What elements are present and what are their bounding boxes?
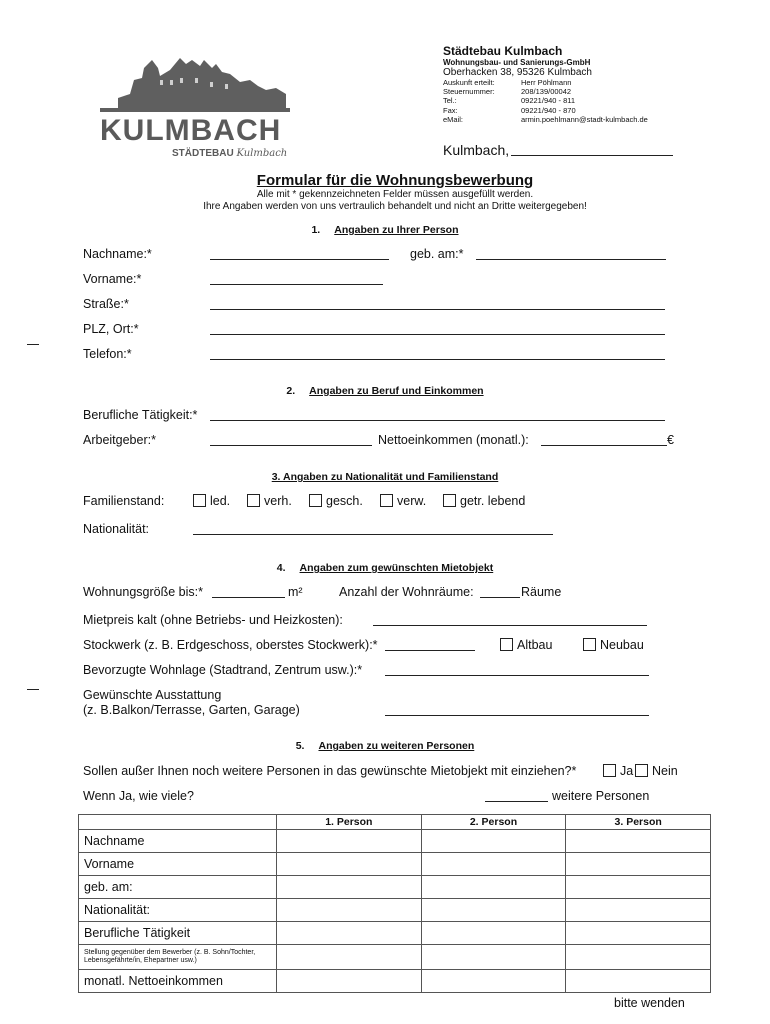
option-nein[interactable]: [635, 764, 678, 778]
checkbox[interactable]: [443, 494, 456, 507]
geb-field[interactable]: [476, 259, 666, 260]
contact-label: Fax:: [443, 105, 458, 115]
nationalitaet-field[interactable]: [193, 534, 553, 535]
option-label: Neubau: [600, 638, 644, 652]
date-field[interactable]: [511, 155, 673, 156]
place-label: Kulmbach,: [443, 142, 510, 158]
table-cell[interactable]: [566, 830, 711, 853]
stockwerk-field[interactable]: [385, 650, 475, 651]
table-corner: [79, 815, 277, 830]
label-weitere-personen: Sollen außer Ihnen noch weitere Personen in das gewünschte Mietobjekt mit einziehen?*: [83, 764, 577, 778]
raeume-field[interactable]: [480, 597, 520, 598]
table-cell[interactable]: [277, 970, 422, 993]
table-cell[interactable]: [421, 922, 566, 945]
option-label: Altbau: [517, 638, 553, 652]
row-label: Vorname: [79, 853, 277, 876]
table-row: [79, 876, 711, 899]
table-cell[interactable]: [566, 876, 711, 899]
section-number: 4.: [276, 562, 286, 574]
contact-label: Steuernummer:: [443, 87, 495, 97]
unit-raeume: Räume: [521, 585, 562, 599]
table-row: [79, 945, 711, 970]
contact-email: armin.poehlmann@stadt-kulmbach.de: [521, 114, 648, 124]
label-stockwerk: Stockwerk (z. B. Erdgeschoss, oberstes Stockwerk):*: [83, 638, 378, 652]
label-ausstattung-hint: (z. B.Balkon/Terrasse, Garten, Garage): [83, 703, 300, 717]
table-row: [79, 853, 711, 876]
option-label: verw.: [397, 494, 427, 508]
groesse-field[interactable]: [212, 597, 285, 598]
label-groesse: Wohnungsgröße bis:*: [83, 585, 203, 599]
contact-value: Herr Pöhlmann: [521, 78, 572, 87]
ausstattung-field[interactable]: [385, 715, 649, 716]
contact-label: Tel.:: [443, 96, 457, 106]
table-cell[interactable]: [277, 922, 422, 945]
table-cell[interactable]: [277, 853, 422, 876]
section-4-heading: [0, 562, 770, 574]
option-geschieden[interactable]: [309, 494, 363, 508]
option-label: verh.: [264, 494, 292, 508]
option-ledig[interactable]: [193, 494, 230, 508]
row-label: Berufliche Tätigkeit: [79, 922, 277, 945]
label-vorname: Vorname:*: [83, 272, 142, 286]
contact-values: [521, 78, 648, 124]
table-row: [79, 970, 711, 993]
section-title: Angaben zu weiteren Personen: [318, 740, 475, 752]
telefon-field[interactable]: [210, 359, 665, 360]
label-wohnlage: Bevorzugte Wohnlage (Stadtrand, Zentrum usw.):*: [83, 663, 363, 677]
checkbox[interactable]: [583, 638, 596, 651]
option-altbau[interactable]: [500, 638, 552, 652]
logo-wordmark: KULMBACH: [100, 114, 282, 147]
label-geb: geb. am:*: [410, 247, 464, 261]
label-ausstattung: Gewünschte Ausstattung: [83, 688, 222, 702]
table-cell[interactable]: [421, 945, 566, 970]
nachname-field[interactable]: [210, 259, 389, 260]
unit-m2: m²: [288, 585, 303, 599]
section-number: 1.: [311, 224, 321, 236]
label-mietpreis: Mietpreis kalt (ohne Betriebs- und Heizkosten):: [83, 613, 343, 627]
intro-privacy: Ihre Angaben werden von uns vertraulich behandelt und nicht an Dritte weitergegeben!: [203, 201, 587, 212]
option-verwitwet[interactable]: [380, 494, 426, 508]
fold-mark: [27, 344, 39, 345]
section-5-heading: [0, 740, 770, 752]
section-title: 3. Angaben zu Nationalität und Familienstand: [271, 471, 499, 483]
plz-field[interactable]: [210, 334, 665, 335]
wohnlage-field[interactable]: [385, 675, 649, 676]
checkbox[interactable]: [193, 494, 206, 507]
checkbox[interactable]: [500, 638, 513, 651]
table-cell[interactable]: [421, 853, 566, 876]
row-label: monatl. Nettoeinkommen: [79, 970, 277, 993]
label-familienstand: Familienstand:: [83, 494, 165, 508]
checkbox[interactable]: [603, 764, 616, 777]
label-weitere: weitere Personen: [552, 789, 650, 803]
option-getrennt[interactable]: [443, 494, 525, 508]
org-address: Oberhacken 38, 95326 Kulmbach: [443, 67, 592, 78]
label-wieviele: Wenn Ja, wie viele?: [83, 789, 194, 803]
section-number: 2.: [286, 385, 296, 397]
contact-label: Auskunft erteilt:: [443, 78, 495, 87]
label-nachname: Nachname:*: [83, 247, 152, 261]
checkbox[interactable]: [309, 494, 322, 507]
column-header: 2. Person: [421, 815, 566, 830]
label-arbeitgeber: Arbeitgeber:*: [83, 433, 156, 447]
section-number: 5.: [295, 740, 305, 752]
table-cell[interactable]: [421, 899, 566, 922]
checkbox[interactable]: [635, 764, 648, 777]
table-header-row: [79, 815, 711, 830]
checkbox[interactable]: [247, 494, 260, 507]
form-title: Formular für die Wohnungsbewerbung: [256, 172, 534, 189]
wieviele-field[interactable]: [485, 801, 548, 802]
label-raeume: Anzahl der Wohnräume:: [339, 585, 474, 599]
row-label: geb. am:: [79, 876, 277, 899]
section-title: Angaben zu Ihrer Person: [334, 224, 459, 236]
mietpreis-field[interactable]: [373, 625, 647, 626]
table-cell[interactable]: [421, 876, 566, 899]
table-cell[interactable]: [566, 922, 711, 945]
table-cell[interactable]: [421, 970, 566, 993]
table-row: [79, 922, 711, 945]
fold-mark: [27, 689, 39, 690]
org-name: Städtebau Kulmbach: [443, 44, 563, 58]
table-cell[interactable]: [566, 945, 711, 970]
contact-label: eMail:: [443, 114, 464, 124]
option-neubau[interactable]: [583, 638, 644, 652]
section-title: Angaben zu Beruf und Einkommen: [309, 385, 484, 397]
arbeitgeber-field[interactable]: [210, 445, 372, 446]
contact-labels: [443, 78, 495, 124]
persons-table: [78, 814, 711, 993]
label-taetigkeit: Berufliche Tätigkeit:*: [83, 408, 198, 422]
row-label: Stellung gegenüber dem Bewerber (z. B. Sohn/Tochter, Lebensgefährte/in, Ehepartner usw.): [79, 945, 277, 970]
logo-script: Kulmbach: [236, 148, 288, 159]
footer-note: bitte wenden: [614, 996, 685, 1010]
option-label: getr. lebend: [460, 494, 526, 508]
vorname-field[interactable]: [210, 284, 383, 285]
option-label: gesch.: [326, 494, 363, 508]
strasse-field[interactable]: [210, 309, 665, 310]
label-telefon: Telefon:*: [83, 347, 132, 361]
section-2-heading: [0, 385, 770, 397]
row-label: Nachname: [79, 830, 277, 853]
table-cell[interactable]: [277, 876, 422, 899]
section-title: Angaben zum gewünschten Mietobjekt: [299, 562, 494, 574]
option-ja[interactable]: [603, 764, 633, 778]
table-row: [79, 899, 711, 922]
table-row: [79, 830, 711, 853]
option-label: led.: [210, 494, 231, 508]
option-verheiratet[interactable]: [247, 494, 292, 508]
section-3-heading: [0, 471, 770, 483]
row-label: Nationalität:: [79, 899, 277, 922]
label-netto: Nettoeinkommen (monatl.):: [378, 433, 529, 447]
column-header: 3. Person: [566, 815, 711, 830]
org-subtitle: Wohnungsbau- und Sanierungs-GmbH: [443, 58, 591, 67]
logo-sub: STÄDTEBAU: [172, 148, 234, 159]
table-cell[interactable]: [277, 945, 422, 970]
label-strasse: Straße:*: [83, 297, 129, 311]
option-label: Nein: [652, 764, 678, 778]
column-header: 1. Person: [277, 815, 422, 830]
contact-value: 208/139/00042: [521, 87, 572, 97]
option-label: Ja: [620, 764, 634, 778]
table-cell[interactable]: [566, 970, 711, 993]
contact-value: 09221/940 - 811: [521, 96, 576, 106]
netto-field[interactable]: [541, 445, 667, 446]
table-cell[interactable]: [566, 899, 711, 922]
checkbox[interactable]: [380, 494, 393, 507]
intro-required: Alle mit * gekennzeichneten Felder müssen ausgefüllt werden.: [256, 189, 534, 200]
section-1-heading: [0, 224, 770, 236]
table-cell[interactable]: [277, 899, 422, 922]
euro-sign: €: [667, 433, 674, 447]
label-plz: PLZ, Ort:*: [83, 322, 139, 336]
table-cell[interactable]: [277, 830, 422, 853]
table-cell[interactable]: [566, 853, 711, 876]
table-cell[interactable]: [421, 830, 566, 853]
logo-subline: [172, 148, 287, 159]
contact-value: 09221/940 - 870: [521, 105, 576, 115]
label-nationalitaet: Nationalität:: [83, 522, 150, 536]
taetigkeit-field[interactable]: [210, 420, 665, 421]
